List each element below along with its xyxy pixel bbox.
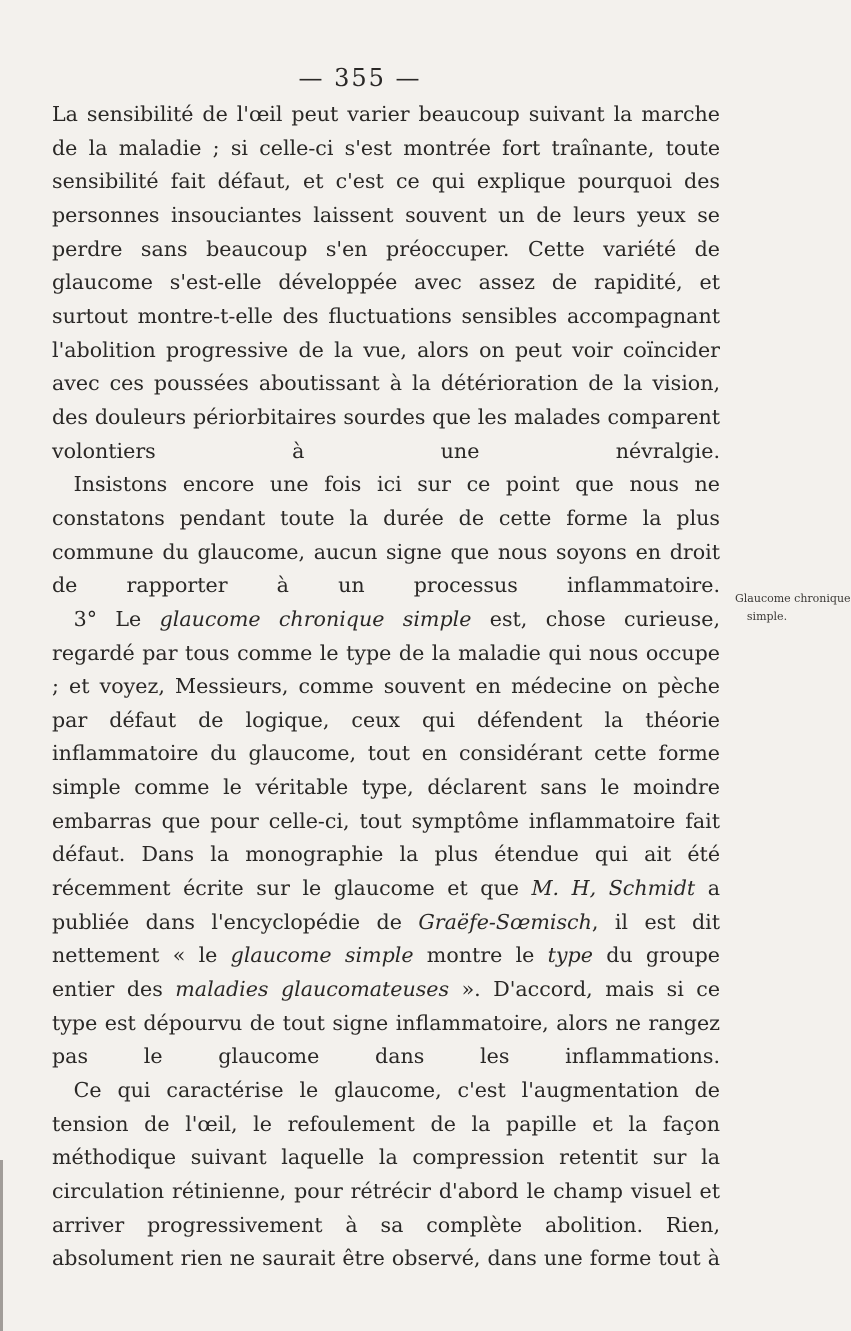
paragraph: [52, 1074, 720, 1276]
italic-run: maladies glaucomateuses: [175, 977, 450, 1002]
page-number: — 355 —: [298, 64, 422, 92]
body-text: [52, 98, 720, 1276]
marginal-note: [735, 590, 851, 626]
text-run: a publiée dans l'encyclopédie de: [52, 876, 720, 934]
text-run: La sensibilité de l'œil peut varier beaucoup suivant la marche de la maladie ; si celle-ci s'est montrée fort traînante, toute sensibilité fait défaut, et c'est ce qui explique pourquoi des personnes insouciantes laissent souvent un de leurs yeux se perdre sans beaucoup s'en préoccuper. Cette variété de glaucome s'est-elle développée avec assez de rapidité, et surtout montre-t-elle des fluctuations sensibles accompagnant l'abolition progressive de la vue, alors on peut voir coïncider avec ces poussées aboutissant à la détérioration de la vision, des douleurs périorbitaires sourdes que les malades comparent volontiers à une névralgie.: [52, 102, 720, 463]
marginal-note-line: Glaucome chronique: [735, 592, 851, 605]
text-run: 3° Le: [73, 606, 160, 631]
marginal-note-line: simple.: [746, 610, 788, 623]
italic-run: type: [547, 943, 593, 968]
text-run: montre le: [413, 943, 548, 968]
text-run: est, chose curieuse, regardé par tous comme le type de la maladie qui nous occupe ; et voyez, Messieurs, comme souvent en médecine on pèche par défaut de logique, ceux qui défendent la théorie inflammatoire du glaucome, tout en considérant cette forme simple comme le véritable type, déclarent sans le moindre embarras que pour celle-ci, tout symptôme inflammatoire fait défaut. Dans la monographie la plus étendue qui ait été récemment écrite sur le glaucome et que: [52, 606, 720, 901]
text-run: Ce qui caractérise le glaucome, c'est l'augmentation de tension de l'œil, le refoulement de la papille et la façon méthodique suivant laquelle la compression retentit sur la circulation rétinienne, pour rétrécir d'abord le champ visuel et arriver progressivement à sa complète abolition. Rien, absolument rien ne saurait être observé, dans une forme tout à: [52, 1078, 720, 1271]
text-run: Insistons encore une fois ici sur ce point que nous ne constatons pendant toute la durée de cette forme la plus commune du glaucome, aucun signe que nous soyons en droit de rapporter à un processus inflammatoire.: [52, 472, 720, 598]
italic-run: glaucome chronique simple: [159, 606, 472, 631]
page-edge-shadow: [0, 1160, 3, 1331]
paragraph: [52, 468, 720, 603]
text-run: , il est dit nettement « le: [52, 909, 720, 968]
italic-run: Graëfe-Sœmisch: [418, 909, 592, 934]
italic-run: M. H, Schmidt: [531, 876, 696, 901]
paragraph: [52, 98, 720, 468]
text-run: du groupe entier des: [52, 943, 720, 1002]
italic-run: glaucome simple: [230, 943, 414, 968]
text-run: ». D'accord, mais si ce type est dépourvu de tout signe inflammatoire, alors ne rangez pas le glaucome dans les inflammations.: [52, 977, 721, 1069]
paragraph: [52, 603, 720, 1074]
